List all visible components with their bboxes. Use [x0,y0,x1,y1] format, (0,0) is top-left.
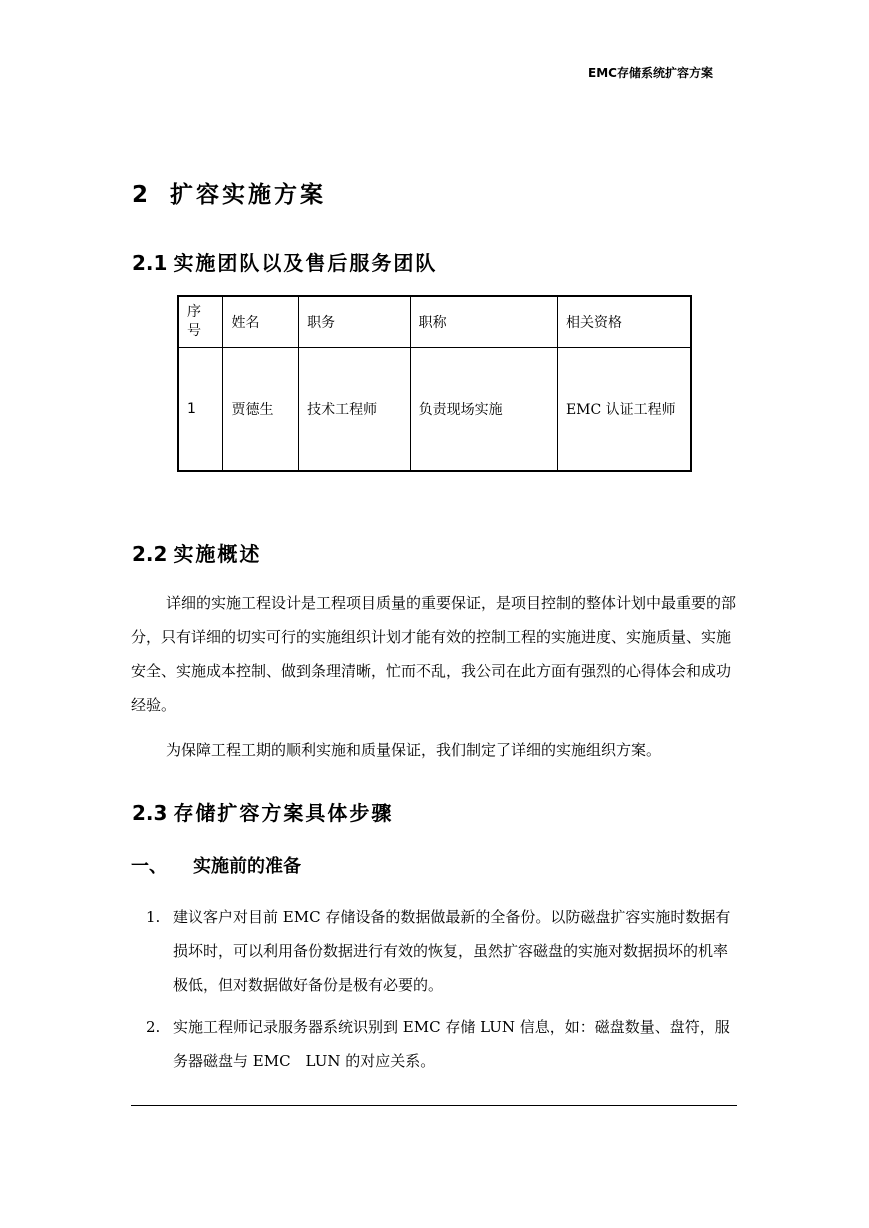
team-table [177,295,692,472]
chapter-heading [132,176,326,209]
section-number: 2.3 [132,801,168,825]
list-item [146,900,738,1002]
header-qualification: 相关资格 [557,296,691,348]
subsection-marker: 一、 [131,856,167,877]
header-name: 姓名 [223,296,299,348]
header-duty: 职务 [299,296,411,348]
table-header-row [178,296,691,348]
list-item-text: 建议客户对目前 EMC 存储设备的数据做最新的全备份。以防磁盘扩容实施时数据有损坏时，可以利用备份数据进行有效的恢复，虽然扩容磁盘的实施对数据损坏的机率极低，但对数据做好备份是极有必要的。 [173,908,731,994]
list-item-index: 1. [146,908,161,926]
section-number: 2.2 [132,542,168,566]
cell-name: 贾德生 [223,348,299,472]
running-header: EMC存储系统扩容方案 [588,66,713,80]
section-title: 实施概述 [173,542,262,566]
overview-paragraph-1: 详细的实施工程设计是工程项目质量的重要保证，是项目控制的整体计划中最重要的部分，只有详细的切实可行的实施组织计划才能有效的控制工程的实施进度、实施质量、实施安全、实施成本控制、做到条理清晰，忙而不乱，我公司在此方面有强烈的心得体会和成功经验。 [131,594,737,714]
cell-duty: 技术工程师 [299,348,411,472]
section-2-3-heading [132,797,393,826]
footer-rule [131,1105,737,1106]
subsection-title: 实施前的准备 [193,856,301,877]
section-2-1-heading [132,247,437,276]
section-number: 2.1 [132,251,168,275]
header-seq: 序号 [178,296,223,348]
section-2-2-heading [132,538,261,567]
cell-title: 负责现场实施 [410,348,557,472]
list-item-text: 实施工程师记录服务器系统识别到 EMC 存储 LUN 信息，如：磁盘数量、盘符，服务器磁盘与 EMC LUN 的对应关系。 [173,1018,730,1070]
chapter-number: 2 [132,182,152,208]
header-title: 职称 [410,296,557,348]
overview-paragraph-2: 为保障工程工期的顺利实施和质量保证，我们制定了详细的实施组织方案。 [166,741,662,759]
subsection-heading [131,852,301,878]
chapter-title: 扩容实施方案 [170,182,327,208]
list-item-index: 2. [146,1018,161,1036]
cell-qualification: EMC 认证工程师 [557,348,691,472]
preparation-list [146,900,738,1078]
table-row [178,348,691,472]
list-item [146,1010,738,1078]
cell-seq: 1 [178,348,223,472]
section-title: 实施团队以及售后服务团队 [173,251,438,275]
section-title: 存储扩容方案具体步骤 [173,801,394,825]
